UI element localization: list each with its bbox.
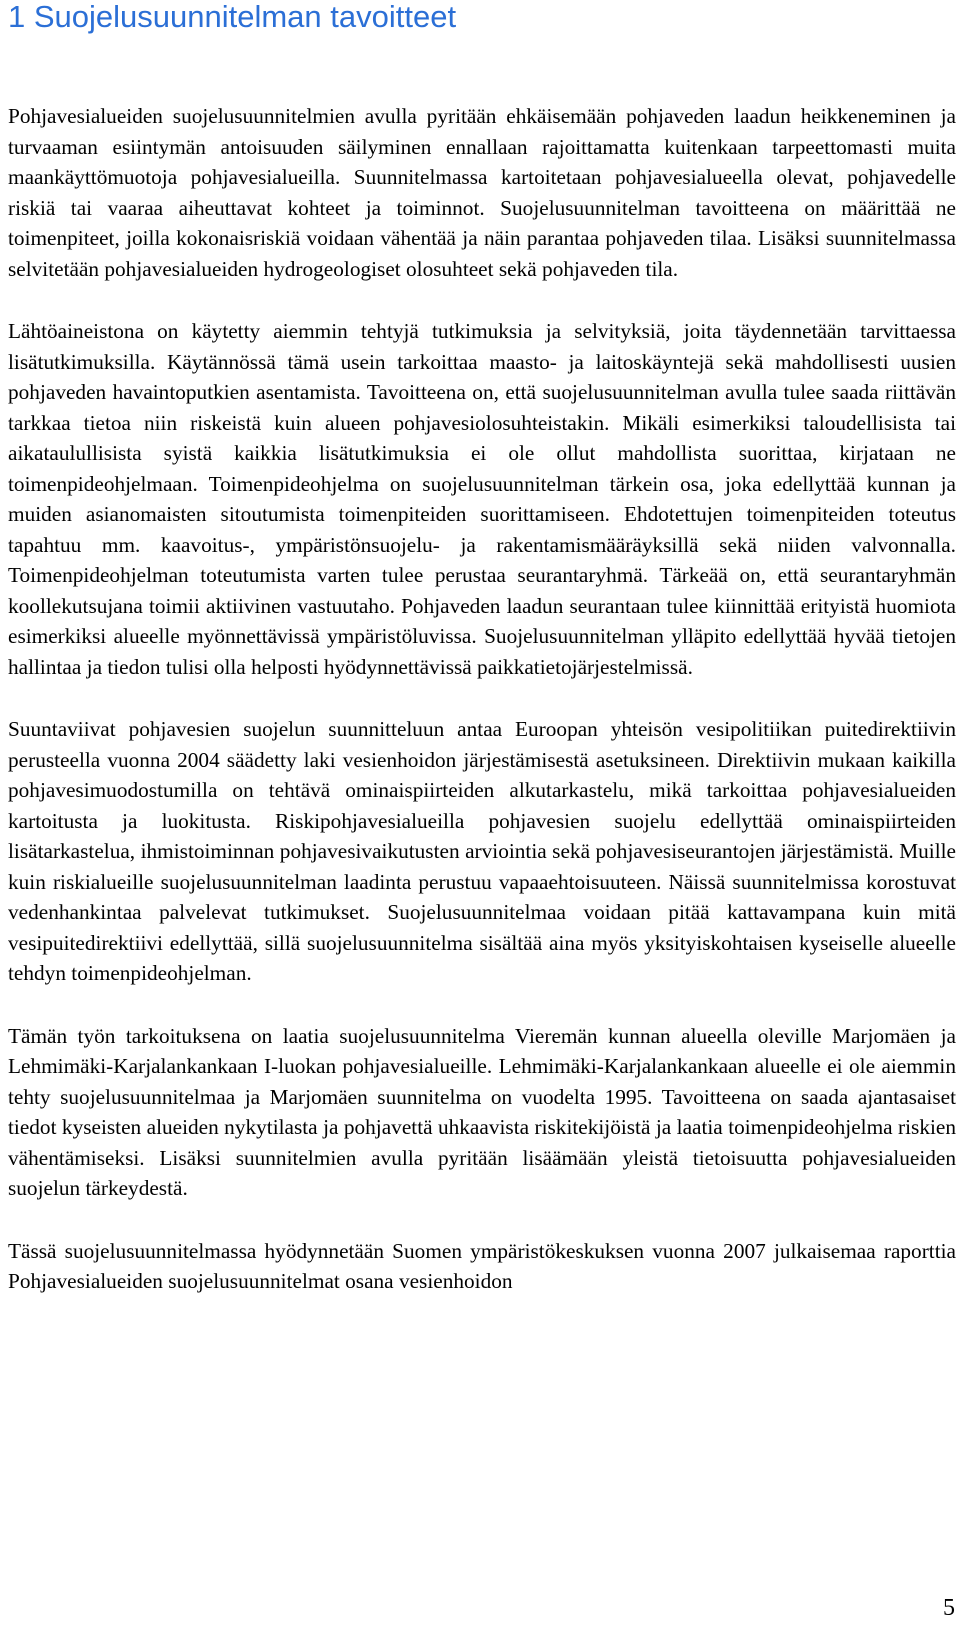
paragraph-guidelines: Suuntaviivat pohjavesien suojelun suunnitteluun antaa Euroopan yhteisön vesipolitiikan puitedirektiivin perusteella vuonna 2004 säädetty laki vesienhoidon järjestämisestä asetuksineen. Direktiivin mukaan kaikilla pohjavesimuodostumilla on tehtävä ominaispiirteiden alkutarkastelu, mikä tarkoittaa pohjavesialueiden kartoitusta ja luokitusta. Riskipohjavesialueilla pohjavesien suojelu edellyttää ominaispiirteiden lisätarkastelua, ihmistoiminnan pohjavesivaikutusten arviointia sekä pohjavesiseurantojen järjestämistä. Muille kuin riskialueille suojelusuunnitelman laadinta perustuu vapaaehtoisuuteen. Näissä suunnitelmissa korostuvat vedenhankintaa palvelevat tutkimukset. Suojelusuunnitelmaa voidaan pitää kattavampana kuin mitä vesipuitedirektiivi edellyttää, sillä suojelusuunnitelma sisältää aina myös yksityiskohtaisen kyseiselle alueelle tehdyn toimenpideohjelman. [8,717,956,985]
paragraph-objectives: Pohjavesialueiden suojelusuunnitelmien avulla pyritään ehkäisemään pohjaveden laadun heikkeneminen ja turvaaman esiintymän antoisuuden säilyminen ennallaan rajoittamatta kuitenkaan tarpeettomasti muita maankäyttömuotoja pohjavesialueilla. Suunnitelmassa kartoitetaan pohjavesialueella olevat, pohjavedelle riskiä tai vaaraa aiheuttavat kohteet ja toiminnot. Suojelusuunnitelman tavoitteena on määrittää ne toimenpiteet, joilla kokonaisriskiä voidaan vähentää ja näin parantaa pohjaveden tilaa. Lisäksi suunnitelmassa selvitetään pohjavesialueiden hydrogeologiset olosuhteet sekä pohjaveden tila. [8,104,956,281]
page-number: 5 [943,1595,955,1621]
paragraph-source-data: Lähtöaineistona on käytetty aiemmin tehtyjä tutkimuksia ja selvityksiä, joita täydennetään tarvittaessa lisätutkimuksilla. Käytännössä tämä usein tarkoittaa maasto- ja laitoskäyntejä sekä mahdollisesti uusien pohjaveden havaintoputkien asentamista. Tavoitteena on, että suojelusuunnitelman avulla tulee saada riittävän tarkkaa tietoa niin riskeistä kuin alueen pohjavesiolosuhteistakin. Mikäli esimerkiksi taloudellisista tai aikataulullisista syistä kaikkia lisätutkimuksia ei ole ollut mahdollista suorittaa, kirjataan ne toimenpideohjelmaan. Toimenpideohjelma on suojelusuunnitelman tärkein osa, joka edellyttää kunnan ja muiden asianomaisten sitoutumista toimenpiteiden suorittamiseen. Ehdotettujen toimenpiteiden toteutus tapahtuu mm. kaavoitus-, ympäristönsuojelu- ja rakentamismääräyksillä sekä niiden valvonnalla. Toimenpideohjelman toteutumista varten tulee perustaa seurantaryhmä. Tärkeää on, että seurantaryhmän koollekutsujana toimii aktiivinen vastuutaho. Pohjaveden laadun seurantaan tulee kiinnittää erityistä huomiota esimerkiksi alueelle myönnettävissä ympäristöluvissa. Suojelusuunnitelman ylläpito edellyttää hyvää tietojen hallintaa ja tiedon tulisi olla helposti hyödynnettävissä paikkatietojärjestelmissä. [8,319,956,679]
paragraph-purpose: Tämän työn tarkoituksena on laatia suojelusuunnitelma Vieremän kunnan alueella oleville Marjomäen ja Lehmimäki-Karjalankankaan I-luokan pohjavesialueille. Lehmimäki-Karjalankankaan alueelle ei ole aiemmin tehty suojelusuunnitelmaa ja Marjomäen suunnitelma on vuodelta 1995. Tavoitteena on saada ajantasaiset tiedot kyseisten alueiden nykytilasta ja pohjavettä uhkaavista riskitekijöistä ja laatia toimenpideohjelma riskien vähentämiseksi. Lisäksi suunnitelmien avulla pyritään lisäämään yleistä tietoisuutta pohjavesialueiden suojelun tärkeydestä. [8,1023,956,1200]
paragraph-report-reference: Tässä suojelusuunnitelmassa hyödynnetään Suomen ympäristökeskuksen vuonna 2007 julkaisemaa raporttia Pohjavesialueiden suojelusuunnitelmat osana vesienhoidon [8,1238,956,1293]
body-text [8,101,956,1297]
section-heading: 1 Suojelusuunnitelman tavoitteet [8,0,457,34]
